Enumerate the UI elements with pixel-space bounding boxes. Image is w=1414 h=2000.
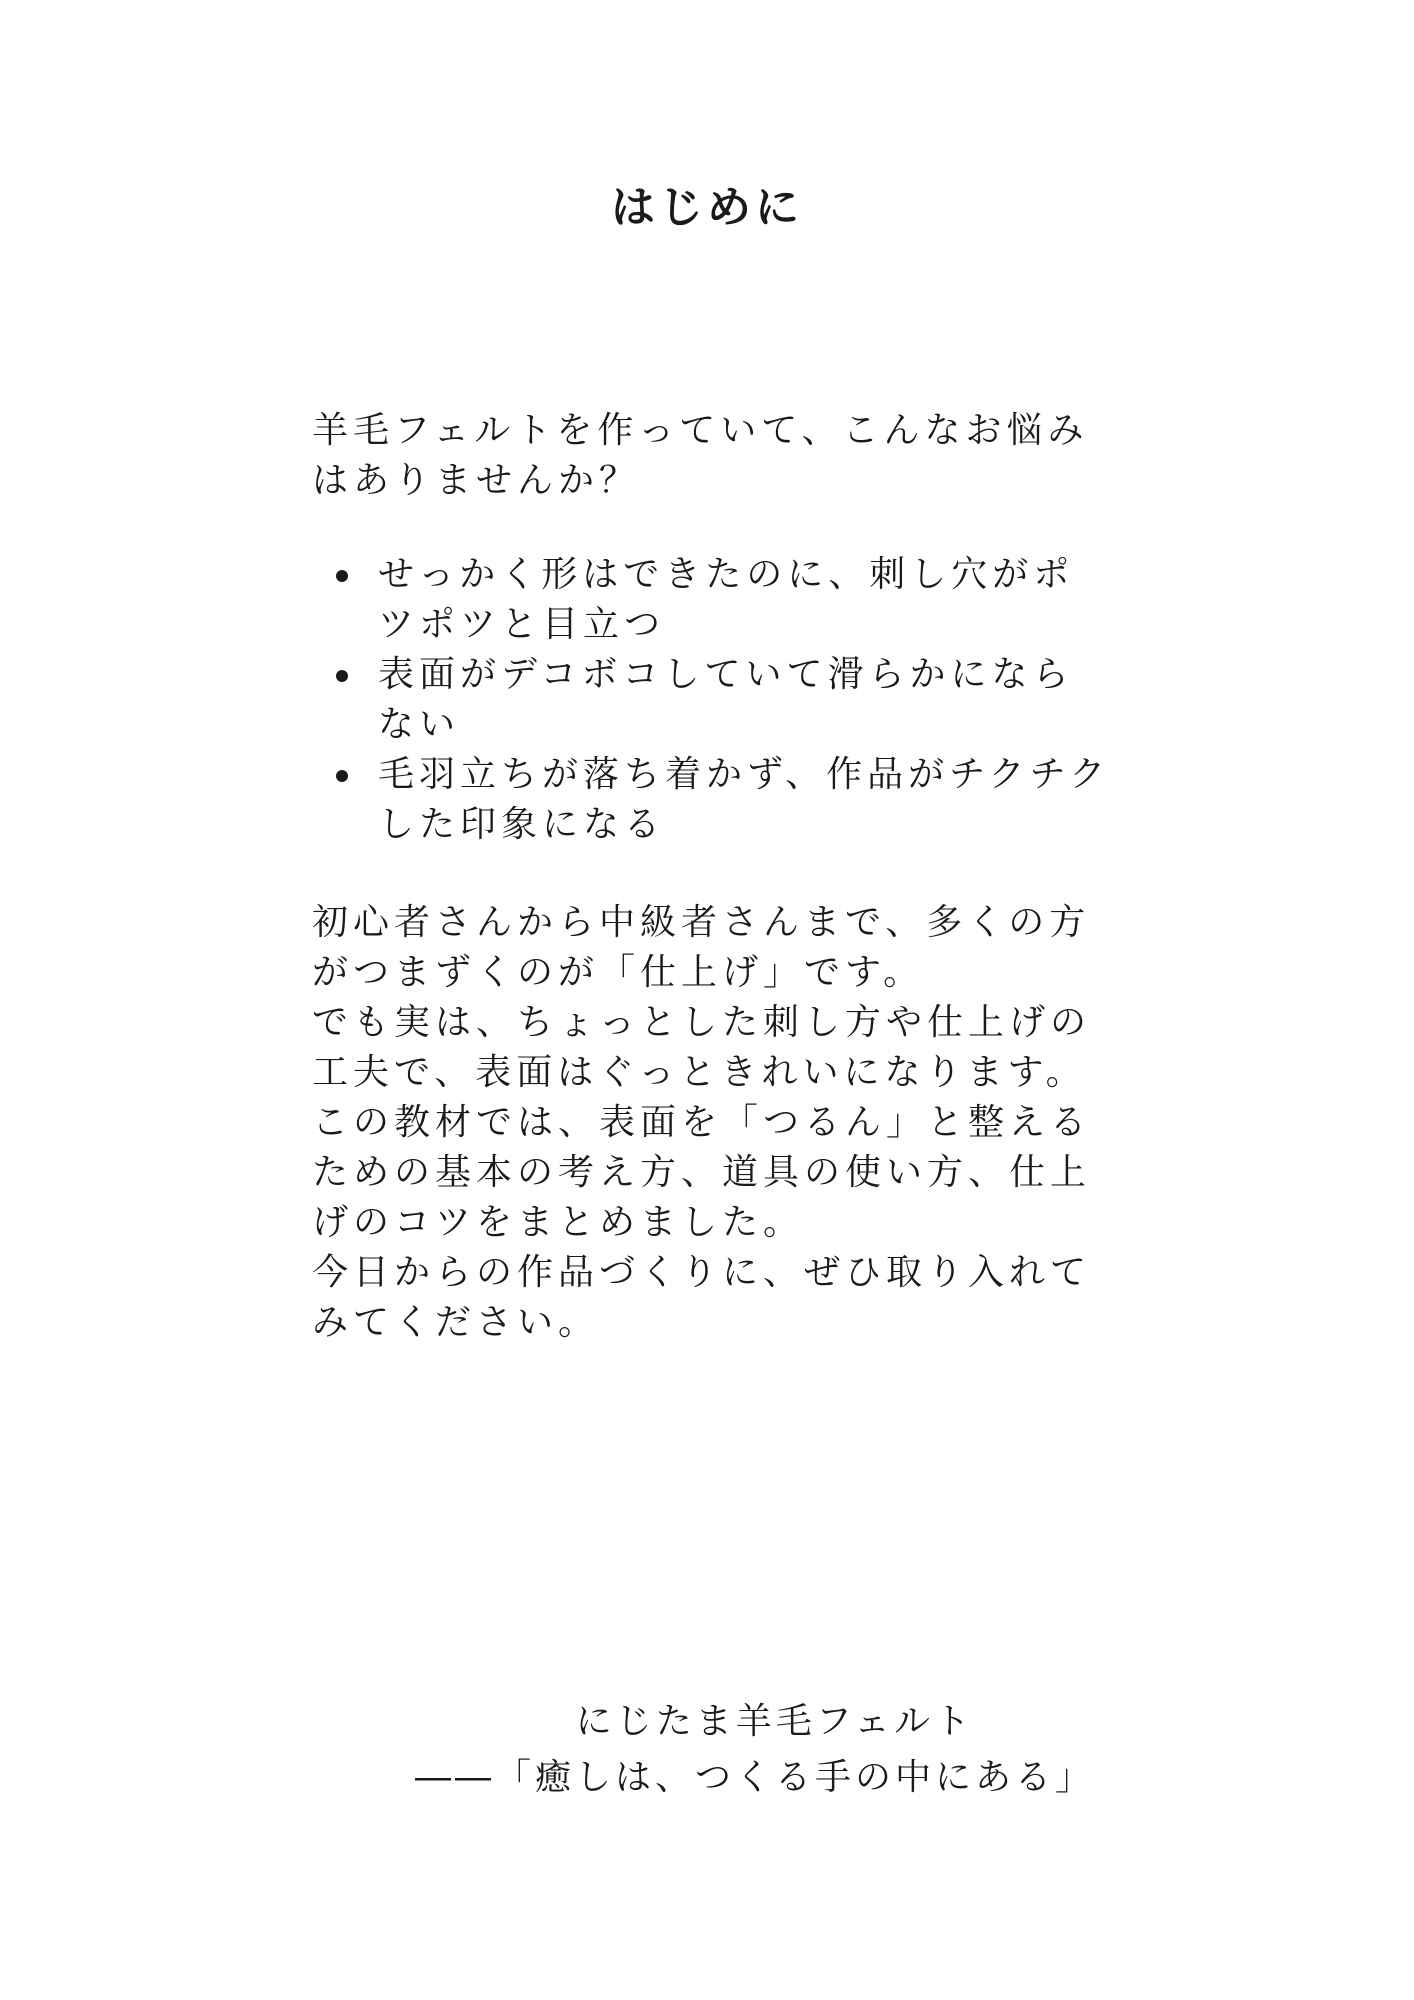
signature-block (0, 1694, 1095, 1806)
page-title: はじめに (611, 182, 803, 233)
intro-paragraph: 羊毛フェルトを作っていて、こんなお悩みはありませんか？ (312, 410, 1089, 501)
signature-name: にじたま羊毛フェルト (575, 1701, 974, 1742)
body-line: 初心者さんから中級者さんまで、多くの方がつまずくのが「仕上げ」です。 (312, 902, 1091, 993)
body-line: 今日からの作品づくりに、ぜひ取り入れてみてください。 (312, 1252, 1092, 1343)
body-line: この教材では、表面を「つるん」と整えるための基本の考え方、道具の使い方、仕上げのコツをまとめました。 (312, 1102, 1092, 1243)
body-line: でも実は、ちょっとした刺し方や仕上げの工夫で、表面はぐっときれいになります。 (312, 1002, 1092, 1093)
list-item: 毛羽立ちが落ち着かず、作品がチクチクした印象になる (312, 750, 1112, 850)
signature-tagline: ――「癒しは、つくる手の中にある」 (414, 1757, 1095, 1798)
main-content (312, 406, 1112, 1348)
body-paragraph (312, 898, 1112, 1348)
list-item: せっかく形はできたのに、刺し穴がポツポツと目立つ (312, 550, 1112, 650)
concern-list (312, 550, 1112, 850)
list-item: 表面がデコボコしていて滑らかにならない (312, 650, 1112, 750)
